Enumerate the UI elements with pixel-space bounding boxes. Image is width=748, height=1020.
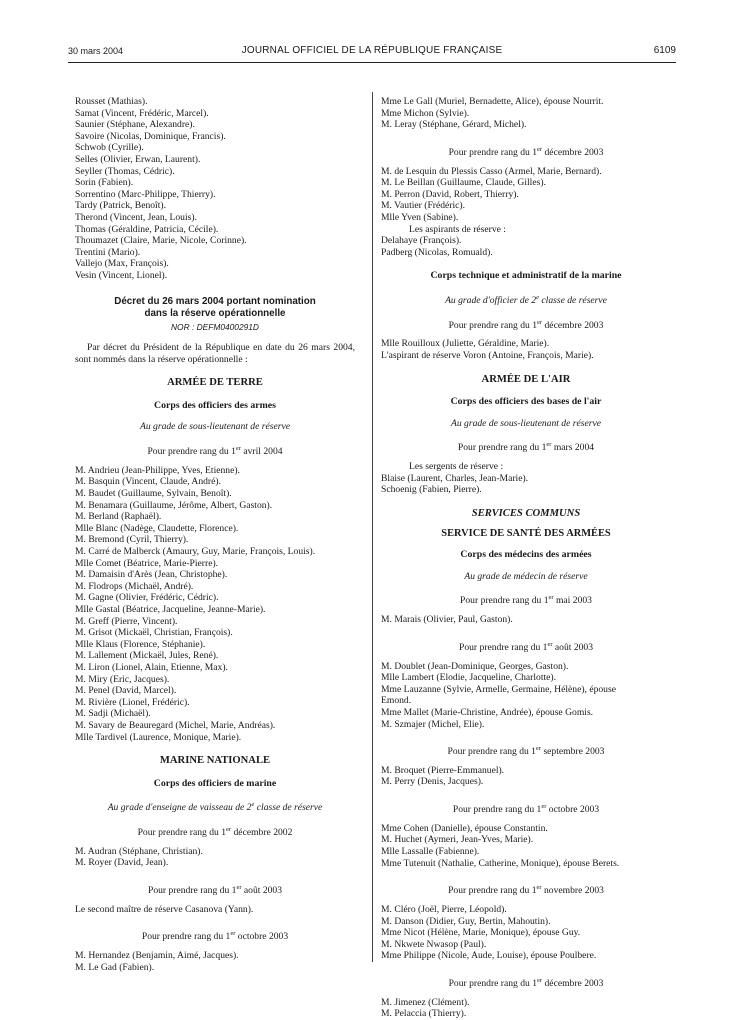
list-item: M. Benamara (Guillaume, Jérôme, Albert, Gaston). xyxy=(75,499,273,511)
list-item: M. Sadji (Michaël). xyxy=(75,708,151,720)
list-item: M. Savary de Beauregard (Michel, Marie, Andréas). xyxy=(75,719,276,731)
list-item: Trentini (Mario). xyxy=(75,246,141,258)
list-item: M. Greff (Pierre, Vincent). xyxy=(75,615,178,627)
section-marine-nationale: MARINE NATIONALE xyxy=(159,755,271,767)
list-item: M. Doublet (Jean-Dominique, Georges, Gaston). xyxy=(381,660,569,672)
rang-heading: Pour prendre rang du 1er août 2003 xyxy=(458,640,594,653)
decret-title-line1: Décret du 26 mars 2004 portant nomination xyxy=(114,295,316,307)
list-item: M. Leray (Stéphane, Gérard, Michel). xyxy=(381,119,527,131)
list-item: Mlle Tardivel (Laurence, Monique, Marie). xyxy=(75,731,242,743)
list-item: M. Rivière (Lionel, Frédéric). xyxy=(75,696,190,708)
nor-reference: NOR : DEFM0400291D xyxy=(171,321,259,332)
name-list xyxy=(381,96,671,131)
name-list xyxy=(381,904,671,962)
list-item: M. Cléro (Joël, Pierre, Léopold). xyxy=(381,904,507,915)
corps-heading: Corps des officiers des armes xyxy=(154,399,276,411)
decret-intro: Par décret du Président de la République en date du 26 mars 2004, sont nommés dans la réserve opérationnelle : xyxy=(75,342,355,365)
rang-heading: Pour prendre rang du 1er mars 2004 xyxy=(457,441,595,454)
list-item: Saunier (Stéphane, Alexandre). xyxy=(75,119,195,131)
list-item: M. Le Gad (Fabien). xyxy=(75,961,155,973)
name-list xyxy=(75,96,355,282)
rang-heading: Pour prendre rang du 1er novembre 2003 xyxy=(448,884,604,897)
list-item: M. Liron (Lionel, Alain, Etienne, Max). xyxy=(75,661,228,673)
rang-heading: Pour prendre rang du 1er septembre 2003 xyxy=(447,745,605,758)
list-item: Vallejo (Max, François). xyxy=(75,258,169,270)
list-item: M. Berland (Raphaël). xyxy=(75,511,162,523)
service-sante-heading: SERVICE DE SANTÉ DES ARMÉES xyxy=(441,527,611,539)
list-item: Mme Philippe (Nicole, Aude, Louise), épouse Poulbere. xyxy=(381,950,597,962)
list-item: M. de Lesquin du Plessis Casso (Armel, Marie, Bernard). xyxy=(381,165,602,177)
grade-heading: Au grade de sous-lieutenant de réserve xyxy=(451,417,601,429)
corps-heading: Corps des officiers de marine xyxy=(153,777,277,789)
list-item: Mlle Lambert (Elodie, Jacqueline, Charlotte). xyxy=(381,672,557,684)
list-item: M. Grisot (Mickaël, Christian, François). xyxy=(75,627,233,639)
list-item: M. Damaisin d'Arès (Jean, Christophe). xyxy=(75,569,228,581)
rang-heading: Pour prendre rang du 1er décembre 2002 xyxy=(137,826,293,839)
list-item: Savoire (Nicolas, Dominique, Francis). xyxy=(75,130,226,142)
list-item: Mlle Blanc (Nadège, Claudette, Florence). xyxy=(75,522,239,534)
list-item: Selles (Olivier, Erwan, Laurent). xyxy=(75,153,201,165)
list-item: Sorin (Fabien). xyxy=(75,177,134,189)
list-item: M. Hernandez (Benjamin, Aimé, Jacques). xyxy=(75,950,239,962)
list-item: M. Marais (Olivier, Paul, Gaston). xyxy=(381,614,513,626)
list-item: M. Royer (David, Jean). xyxy=(75,857,169,869)
grade-heading: Au grade de sous-lieutenant de réserve xyxy=(140,421,290,433)
list-item: Thoumazet (Claire, Marie, Nicole, Corinne). xyxy=(75,235,247,247)
list-item: M. Perron (David, Robert, Thierry). xyxy=(381,188,519,200)
rang-heading: Pour prendre rang du 1er octobre 2003 xyxy=(452,803,600,816)
list-item: M. Lallement (Mickaël, Jules, René). xyxy=(75,650,219,662)
list-item: Emond. xyxy=(381,695,412,707)
list-item: Delahaye (François). xyxy=(381,235,462,247)
list-item: M. Broquet (Pierre-Emmanuel). xyxy=(381,764,505,776)
name-list xyxy=(381,661,671,731)
rang-heading: Pour prendre rang du 1er décembre 2003 xyxy=(448,145,604,158)
name-list xyxy=(381,614,671,626)
grade-heading: Au grade d'officier de 2e classe de réserve xyxy=(445,293,607,307)
right-column xyxy=(381,96,671,1020)
list-item: M. Szmajer (Michel, Elie). xyxy=(381,718,485,730)
list-item: Vesin (Vincent, Lionel). xyxy=(75,269,168,281)
name-list xyxy=(381,765,671,788)
decret-title-line2: dans la réserve opérationnelle xyxy=(144,307,286,319)
list-item: M. Andrieu (Jean-Philippe, Yves, Etienne). xyxy=(75,464,240,476)
grade-heading: Au grade d'enseigne de vaisseau de 2e classe de réserve xyxy=(107,801,323,814)
list-item: Blaise (Laurent, Charles, Jean-Marie). xyxy=(381,472,529,484)
list-item: Mme Lauzanne (Sylvie, Armelle, Germaine, Hélène), épouse xyxy=(381,683,616,695)
list-item: Le second maître de réserve Casanova (Yann). xyxy=(75,903,254,915)
section-armee-terre: ARMÉE DE TERRE xyxy=(167,377,263,389)
list-item: Mme Cohen (Danielle), épouse Constantin. xyxy=(381,822,548,834)
list-item: Rousset (Mathias). xyxy=(75,96,148,107)
rang-heading: Pour prendre rang du 1er décembre 2003 xyxy=(448,318,604,331)
list-item: M. Audran (Stéphane, Christian). xyxy=(75,845,203,857)
rang-heading: Pour prendre rang du 1er avril 2004 xyxy=(147,445,283,458)
list-item: M. Vautier (Frédéric). xyxy=(381,200,466,212)
list-item: Mme Tutenuit (Nathalie, Catherine, Monique), épouse Berets. xyxy=(381,857,620,869)
list-item: M. Nkwete Nwasop (Paul). xyxy=(381,938,487,950)
list-item: Samat (Vincent, Frédéric, Marcel). xyxy=(75,107,209,119)
list-item: Schoenig (Fabien, Pierre). xyxy=(381,484,482,496)
list-item: M. Pelaccia (Thierry). xyxy=(381,1008,467,1020)
list-item: Mlle Gastal (Béatrice, Jacqueline, Jeanne-Marie). xyxy=(75,603,266,615)
list-item: Therond (Vincent, Jean, Louis). xyxy=(75,211,197,223)
section-armee-air: ARMÉE DE L'AIR xyxy=(481,373,571,385)
grade-heading: Au grade de médecin de réserve xyxy=(464,570,588,582)
list-item: Mlle Comet (Béatrice, Marie-Pierre). xyxy=(75,557,219,569)
sergents-label: Les sergents de réserve : xyxy=(409,461,504,473)
corps-heading: Corps des officiers des bases de l'air xyxy=(450,396,602,408)
list-item: M. Basquin (Vincent, Claude, André). xyxy=(75,476,221,488)
name-list xyxy=(381,997,671,1020)
name-list xyxy=(75,465,355,743)
list-item: Mlle Yven (Sabine). xyxy=(381,211,459,223)
list-item: M. Jimenez (Clément). xyxy=(381,996,470,1008)
section-services-communs: SERVICES COMMUNS xyxy=(471,508,581,519)
name-list xyxy=(381,338,671,361)
column-divider xyxy=(372,92,373,962)
list-item: Seyller (Thomas, Cédric). xyxy=(75,165,175,177)
list-item: M. Bremond (Cyril, Thierry). xyxy=(75,534,189,546)
list-item: M. Danson (Didier, Guy, Bertin, Mahoutin). xyxy=(381,915,551,927)
list-item: Sorrentino (Marc-Philippe, Thierry). xyxy=(75,188,216,200)
list-item: M. Le Beillan (Guillaume, Claude, Gilles). xyxy=(381,177,546,189)
list-item: Padberg (Nicolas, Romuald). xyxy=(381,246,493,258)
list-item: Mlle Rouilloux (Juliette, Géraldine, Marie). xyxy=(381,338,550,350)
list-item: M. Huchet (Aymeri, Jean-Yves, Marie). xyxy=(381,834,534,846)
name-list xyxy=(381,235,671,258)
list-item: M. Baudet (Guillaume, Sylvain, Benoît). xyxy=(75,488,232,500)
list-item: Mme Le Gall (Muriel, Bernadette, Alice), épouse Nourrit. xyxy=(381,96,604,107)
corps-heading: Corps technique et administratif de la marine xyxy=(430,270,622,282)
list-item: Schwob (Cyrille). xyxy=(75,142,144,154)
page-header xyxy=(68,44,676,62)
name-list xyxy=(381,166,671,224)
corps-heading: Corps des médecins des armées xyxy=(460,549,592,561)
page-number: 6109 xyxy=(653,45,676,56)
list-item: Mme Nicot (Hélène, Marie, Monique), épouse Guy. xyxy=(381,927,581,939)
list-item: Tardy (Patrick, Benoît). xyxy=(75,200,166,212)
name-list xyxy=(75,846,355,869)
header-date: 30 mars 2004 xyxy=(68,46,124,56)
list-item: Mme Mallet (Marie-Christine, Andrée), épouse Gomis. xyxy=(381,706,594,718)
list-item: Mlle Klaus (Florence, Stéphanie). xyxy=(75,638,206,650)
rang-heading: Pour prendre rang du 1er décembre 2003 xyxy=(448,976,604,990)
list-item: Mlle Lassalle (Fabienne). xyxy=(381,846,480,858)
rang-heading: Pour prendre rang du 1er mai 2003 xyxy=(460,594,592,607)
list-item: M. Penel (David, Marcel). xyxy=(75,685,177,697)
name-list xyxy=(381,473,671,496)
header-rule xyxy=(68,62,676,63)
rang-heading: Pour prendre rang du 1er octobre 2003 xyxy=(141,930,289,943)
aspirants-label: Les aspirants de réserve : xyxy=(409,223,506,235)
name-list xyxy=(75,950,355,973)
left-column xyxy=(75,96,355,973)
name-list xyxy=(381,823,671,869)
list-item: L'aspirant de réserve Voron (Antoine, François, Marie). xyxy=(381,350,594,362)
list-item: M. Carré de Malberck (Amaury, Guy, Marie, François, Louis). xyxy=(75,546,316,557)
rang-heading: Pour prendre rang du 1er août 2003 xyxy=(147,884,283,897)
list-item: M. Gagne (Olivier, Frédéric, Cédric). xyxy=(75,592,219,604)
list-item: M. Miry (Eric, Jacques). xyxy=(75,673,170,685)
list-item: Mme Michon (Sylvie). xyxy=(381,107,470,119)
list-item: Thomas (Géraldine, Patricia, Cécile). xyxy=(75,223,219,235)
list-item: M. Flodrops (Michaël, André). xyxy=(75,580,194,592)
journal-title: JOURNAL OFFICIEL DE LA RÉPUBLIQUE FRANÇAISE xyxy=(241,45,503,56)
list-item: M. Perry (Denis, Jacques). xyxy=(381,776,484,788)
